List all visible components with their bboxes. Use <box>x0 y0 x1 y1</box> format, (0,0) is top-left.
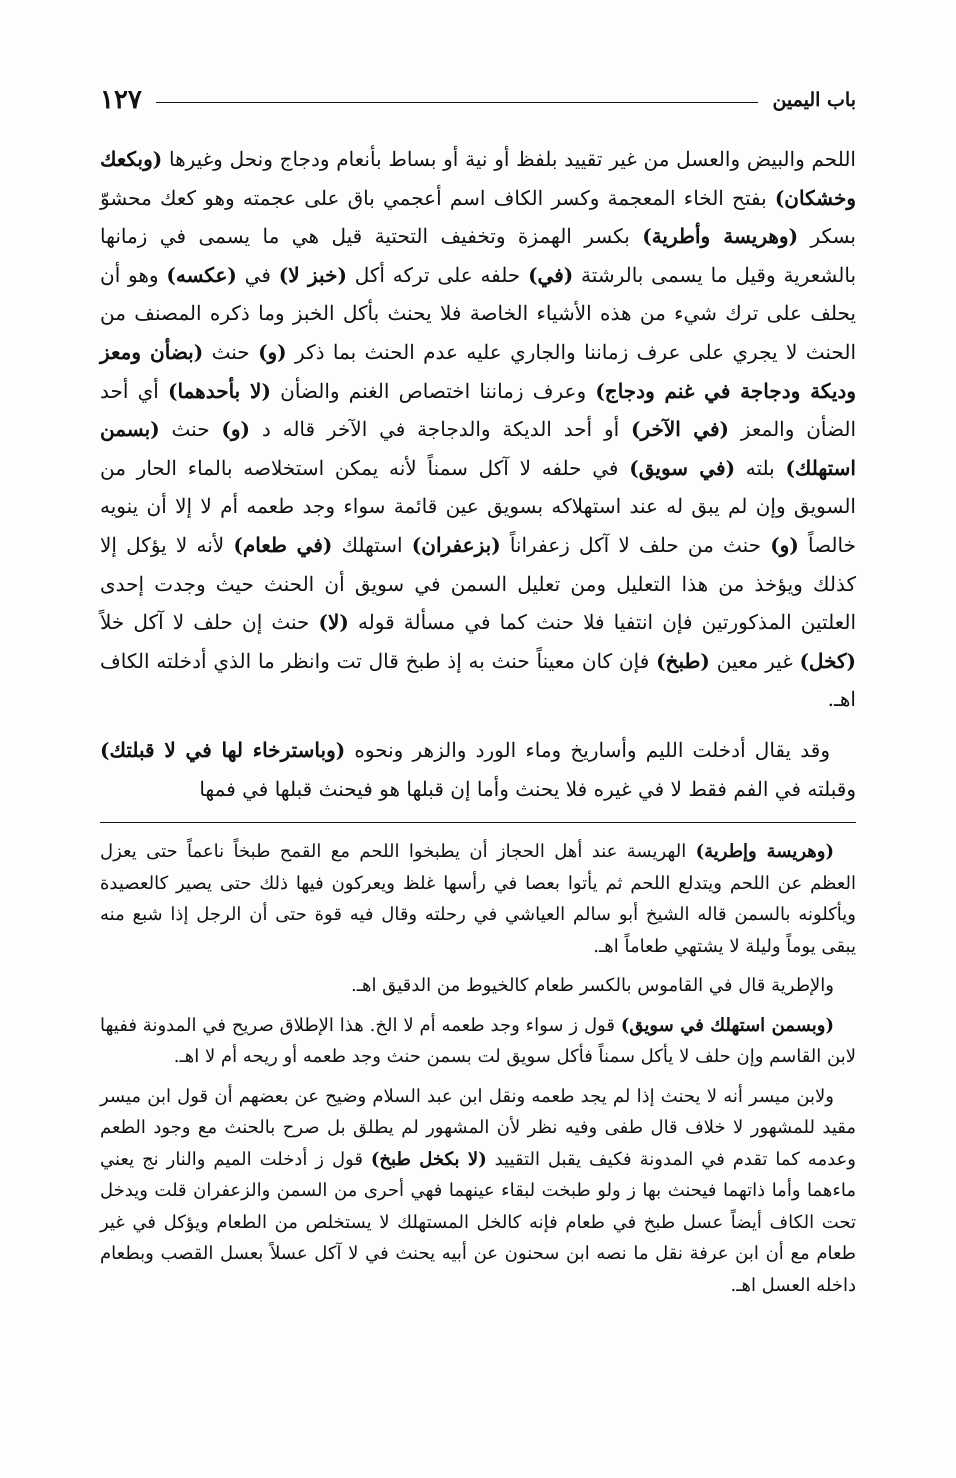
text-run: قول ز أدخلت الميم والنار نج يعني ماءهما وأما ذاتهما فيحنث بها ز ولو طبخت لبقاء عينهما فهي أحرى من السمن والزعفران قلت ويدخل تحت الكاف أيضاً عسل طبخ في طعام فإنه كالخل المستهلك لا يستخلص من الطعام ويؤكل في غير طعام مع أن ابن عرفة نقل ما نصه ابن سحنون عن أبيه يحنث في لا آكل عسلاً بعسل القصب وبطعام داخله العسل اهـ. <box>100 1148 857 1296</box>
text-run: وقد يقال أدخلت الليم وأساريخ وماء الورد والزهر ونحوه <box>345 737 831 762</box>
main-paragraph-2 <box>100 731 856 808</box>
text-run: وعرف زماننا اختصاص الغنم والضأن <box>270 378 596 403</box>
text-run: بلته <box>735 455 786 480</box>
main-paragraph-1 <box>100 140 856 719</box>
matn-phrase: (وباسترخاء لها في لا قبلتك) <box>100 737 346 762</box>
matn-phrase: (و) <box>258 339 287 364</box>
text-run: والإطرية قال في القاموس بالكسر طعام كالخيوط من الدقيق اهـ. <box>350 975 834 996</box>
matn-phrase: (خبز لا) <box>278 262 347 287</box>
text-run: لأنه لا يؤكل إلا كذلك ويؤخذ من هذا التعليل ومن تعليل السمن في سويق أن الحنث حيث وجدت إحدى العلتين المذكورتين فإن انتفيا فلا حنث كما في مسألة قوله <box>100 532 856 635</box>
text-run: حلفه على تركه أكل <box>346 262 529 287</box>
footnote-2 <box>100 970 856 1002</box>
text-run: حنث <box>159 417 222 442</box>
matn-phrase: (طبخ) <box>656 648 710 673</box>
matn-phrase: (في) <box>528 262 574 287</box>
text-run: حنث من حلف لا آكل زعفراناً <box>500 532 771 557</box>
matn-phrase: (لا) <box>318 610 349 635</box>
text-run: في <box>236 262 279 287</box>
text-run: اللحم والبيض والعسل من غير تقييد بلفظ أو نية أو بساط بأنعام ودجاج ونحل وغيرها <box>162 147 856 171</box>
footnote-4 <box>100 1081 856 1302</box>
matn-phrase: (في طعام) <box>233 532 333 557</box>
page-number: ١٢٧ <box>100 85 142 115</box>
footnotes <box>100 836 856 1309</box>
text-run: استهلك <box>332 532 412 557</box>
matn-phrase: (وبسمن استهلك في سويق) <box>620 1014 834 1036</box>
text-run: وقبلته في الفم فقط لا في غيره فلا يحنث وأما إن قبلها هو فيحنث قبلها في فمها <box>199 776 856 801</box>
matn-phrase: (بسمن استهلك) <box>100 417 856 480</box>
page-header <box>100 80 856 120</box>
text-run: فإن كان معيناً حنث به إذ طبخ قال تت وانظر ما الذي أدخلته الكاف اهـ. <box>100 648 856 712</box>
matn-phrase: (في الآخر) <box>631 417 729 442</box>
text-run: بفتح الخاء المعجمة وكسر الكاف اسم أعجمي باق على عجمته وهو كعك محشوّ بسكر <box>100 185 856 249</box>
text-run: قول ز سواء وجد طعمه أم لا الخ. هذا الإطلاق صريح في المدونة ففيها لابن القاسم وإن حلف لا يأكل سمناً فأكل سويق لت بسمن حنث وجد طعمه أو ريحه أم لا اهـ. <box>100 1014 856 1067</box>
matn-phrase: (وهريسة وأطرية) <box>642 224 799 249</box>
matn-phrase: (بزعفران) <box>411 532 501 557</box>
matn-phrase: (لا بكخل طبخ) <box>370 1148 487 1170</box>
footnote-separator <box>100 822 856 823</box>
footnote-1 <box>100 836 856 962</box>
text-run: بكسر الهمزة وتخفيف التحتية قيل هي ما يسمى في زمانها بالشعرية وقيل ما يسمى بالرشتة <box>100 224 857 287</box>
text-run: حنث إن حلف لا آكل خلاً <box>100 610 319 635</box>
matn-phrase: (في سويق) <box>629 455 736 480</box>
header-rule <box>156 102 759 103</box>
main-text <box>100 140 856 808</box>
text-run: الهريسة عند أهل الحجاز أن يطبخوا اللحم مع القمح طبخاً ناعماً حتى يعزل العظم عن اللحم ويتدلع اللحم ثم يأتوا بعصا في رأسها غلظ ويعركون فيها ذلك حتى يصير كالعصيدة ويأكلونه بالسمن قاله الشيخ أبو سالم العياشي في رحلته وقال فيه قوة حتى أن الرجل إذا شبع منه يبقى يوماً وليلة لا يشتهي طعاماً اهـ. <box>100 841 856 957</box>
matn-phrase: (و) <box>770 532 799 557</box>
text-run: وهو أن يحلف على ترك شيء من هذه الأشياء الخاصة فلا يحنث بأكل الخبز وما ذكره المصنف من الحنث لا يجري على عرف زماننا والجاري عليه عدم الحنث بما ذكر <box>100 262 856 364</box>
text-run: غير معين <box>709 648 800 673</box>
matn-phrase: (وهريسة وإطرية) <box>695 841 835 862</box>
running-title: باب اليمين <box>772 89 856 111</box>
text-run: حنث <box>203 339 259 364</box>
text-run: ولابن ميسر أنه لا يحنث إذا لم يجد طعمه ونقل ابن عبد السلام وضيح عن بعضهم أن قول ابن ميسر مقيد للمشهور لا خلاف قال طفى وفيه نظر لأن المشهور لم يطلق بل صرح بالحنث مع وجود الطعم وعدمه كما تقدم في المدونة فكيف يقبل التقييد <box>100 1085 856 1170</box>
footnote-3 <box>100 1010 856 1073</box>
text-run: أو أحد الديكة والدجاجة في الآخر قاله د <box>250 417 632 442</box>
matn-phrase: (كخل) <box>799 648 856 673</box>
matn-phrase: (و) <box>221 417 250 442</box>
matn-phrase: (عكسه) <box>166 262 237 287</box>
matn-phrase: (لا بأحدهما) <box>168 378 271 403</box>
text-run: أي أحد الضأن والمعز <box>100 378 856 442</box>
matn-phrase: (وبكعك وخشكان) <box>100 147 856 210</box>
text-run: في حلفه لا آكل سمناً لأنه يمكن استخلاصه بالماء الحار من السويق وإن لم يبق له عند استهلاكه بسويق عين قائمة سواء وجد طعمه أم لا إلا أن ينويه خالصاً <box>100 455 856 557</box>
matn-phrase: (بضأن ومعز وديكة ودجاجة في غنم ودجاج) <box>100 339 856 403</box>
